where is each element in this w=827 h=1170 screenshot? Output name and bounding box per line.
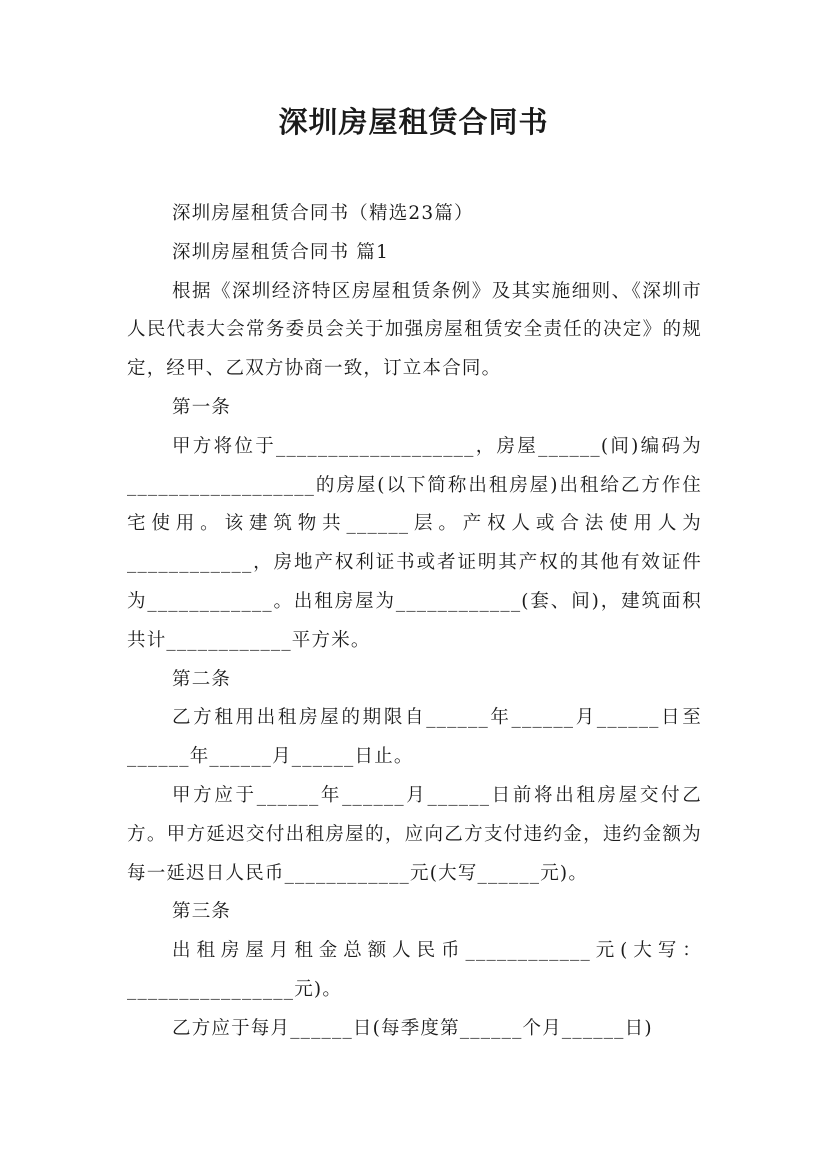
article-1-heading: 第一条: [172, 396, 232, 418]
article-2-heading: 第二条: [172, 668, 232, 690]
rent-amount-paragraph: 出租房屋月租金总额人民币____________元(大写：________________元)。: [127, 940, 702, 1000]
lease-term-paragraph: 乙方租用出租房屋的期限自______年______月______日至______年______月______日止。: [127, 707, 702, 768]
subtitle-paragraph: 深圳房屋租赁合同书（精选23篇）: [172, 203, 474, 224]
preamble-paragraph: 根据《深圳经济特区房屋租赁条例》及其实施细则、《深圳市人民代表大会常务委员会关于加强房屋租赁安全责任的决定》的规定，经甲、乙双方协商一致，订立本合同。: [127, 280, 702, 380]
payment-date-paragraph: 乙方应于每月______日(每季度第______个月______日): [172, 1017, 653, 1039]
article-1-paragraph: 甲方将位于___________________，房屋______(间)编码为__________________的房屋(以下简称出租房屋)出租给乙方作住宅使用。该建筑物共______层。产权人或合法使用人为____________，房地产权利证书或者证明其产权的其他有效证件为____________。出租房屋为____________(套、间)，建筑面积共计____________平方米。: [127, 435, 702, 651]
article-3-heading: 第三条: [172, 901, 232, 923]
delivery-paragraph: 甲方应于______年______月______日前将出租房屋交付乙方。甲方延迟交付出租房屋的，应向乙方支付违约金，违约金额为每一延迟日人民币____________元(大写______元)。: [127, 784, 702, 884]
document-body: [127, 195, 702, 1049]
document-title: 深圳房屋租赁合同书: [278, 105, 549, 139]
section-heading-paragraph: 深圳房屋租赁合同书 篇1: [172, 241, 390, 263]
